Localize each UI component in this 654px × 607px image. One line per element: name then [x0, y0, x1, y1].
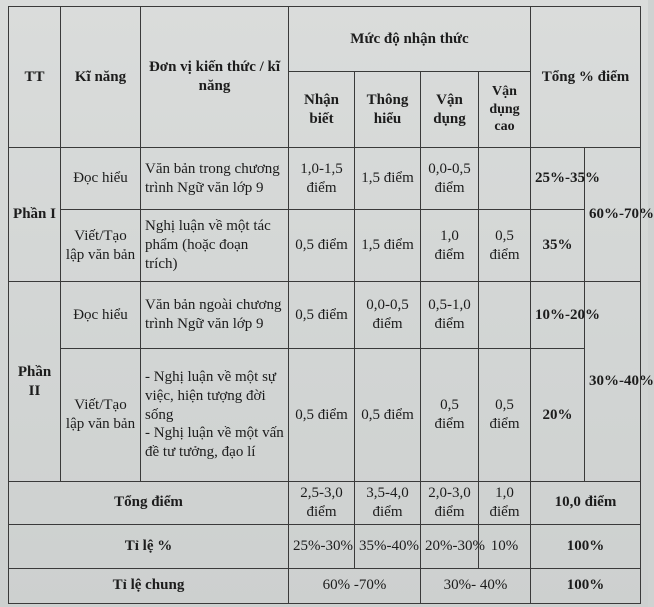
- table-cell-percent: 20%: [531, 349, 585, 482]
- ratio-label: Tỉ lệ %: [9, 524, 289, 568]
- table-cell-van-dung: 1,0 điểm: [421, 210, 479, 282]
- table-cell-unit: - Nghị luận về một sự việc, hiện tượng đời sống - Nghị luận về một vấn đề tư tưởng, đạo lí: [141, 349, 289, 482]
- table-cell-thong-hieu: 0,0-0,5 điểm: [355, 282, 421, 349]
- table-cell-van-dung-cao: 0,5 điểm: [479, 349, 531, 482]
- table-cell-nhan-biet: 1,0-1,5 điểm: [289, 148, 355, 210]
- header-ki-nang: Kĩ năng: [61, 7, 141, 148]
- table-cell-skill: Viết/Tạo lập văn bản: [61, 210, 141, 282]
- table-cell-van-dung: 0,0-0,5 điểm: [421, 148, 479, 210]
- table-cell-percent: 35%: [531, 210, 585, 282]
- table-cell-van-dung: 0,5 điểm: [421, 349, 479, 482]
- part-2-percent: 30%-40%: [585, 282, 641, 482]
- ratio-nhan-biet: 25%-30%: [289, 524, 355, 568]
- general-ratio-1: 60% -70%: [289, 568, 421, 603]
- table-cell-thong-hieu: 1,5 điểm: [355, 148, 421, 210]
- general-ratio-label: Tỉ lệ chung: [9, 568, 289, 603]
- total-nhan-biet: 2,5-3,0 điểm: [289, 482, 355, 525]
- table-cell-nhan-biet: 0,5 điểm: [289, 349, 355, 482]
- total-all: 10,0 điểm: [531, 482, 641, 525]
- total-van-dung: 2,0-3,0 điểm: [421, 482, 479, 525]
- header-tong-diem: Tổng % điểm: [531, 7, 641, 148]
- header-van-dung-cao: Vận dụng cao: [479, 72, 531, 148]
- table-cell-skill: Đọc hiểu: [61, 282, 141, 349]
- table-cell-van-dung-cao: 0,5 điểm: [479, 210, 531, 282]
- part-2-label: Phần II: [9, 282, 61, 482]
- general-ratio-2: 30%- 40%: [421, 568, 531, 603]
- table-cell-percent: 25%-35%: [531, 148, 585, 210]
- total-thong-hieu: 3,5-4,0 điểm: [355, 482, 421, 525]
- header-muc-do: Mức độ nhận thức: [289, 7, 531, 72]
- assessment-matrix-table: [8, 6, 654, 604]
- table-cell-skill: Đọc hiểu: [61, 148, 141, 210]
- ratio-van-dung-cao: 10%: [479, 524, 531, 568]
- table-cell-skill: Viết/Tạo lập văn bản: [61, 349, 141, 482]
- header-nhan-biet: Nhận biết: [289, 72, 355, 148]
- general-ratio-all: 100%: [531, 568, 641, 603]
- ratio-van-dung: 20%-30%: [421, 524, 479, 568]
- total-van-dung-cao: 1,0 điểm: [479, 482, 531, 525]
- table-cell-thong-hieu: 0,5 điểm: [355, 349, 421, 482]
- ratio-all: 100%: [531, 524, 641, 568]
- table-cell-van-dung-cao: [479, 282, 531, 349]
- header-don-vi: Đơn vị kiến thức / kĩ năng: [141, 7, 289, 148]
- table-cell-thong-hieu: 1,5 điểm: [355, 210, 421, 282]
- table-cell-unit: Nghị luận về một tác phẩm (hoặc đoạn trích): [141, 210, 289, 282]
- ratio-thong-hieu: 35%-40%: [355, 524, 421, 568]
- total-points-label: Tổng điểm: [9, 482, 289, 525]
- table-cell-nhan-biet: 0,5 điểm: [289, 282, 355, 349]
- table-cell-unit: Văn bản trong chương trình Ngữ văn lớp 9: [141, 148, 289, 210]
- table-cell-van-dung-cao: [479, 148, 531, 210]
- table-cell-nhan-biet: 0,5 điểm: [289, 210, 355, 282]
- table-cell-van-dung: 0,5-1,0 điểm: [421, 282, 479, 349]
- header-tt: TT: [9, 7, 61, 148]
- part-1-percent: 60%-70%: [585, 148, 641, 282]
- table-cell-unit: Văn bản ngoài chương trình Ngữ văn lớp 9: [141, 282, 289, 349]
- table-cell-percent: 10%-20%: [531, 282, 585, 349]
- part-1-label: Phần I: [9, 148, 61, 282]
- header-van-dung: Vận dụng: [421, 72, 479, 148]
- header-thong-hieu: Thông hiểu: [355, 72, 421, 148]
